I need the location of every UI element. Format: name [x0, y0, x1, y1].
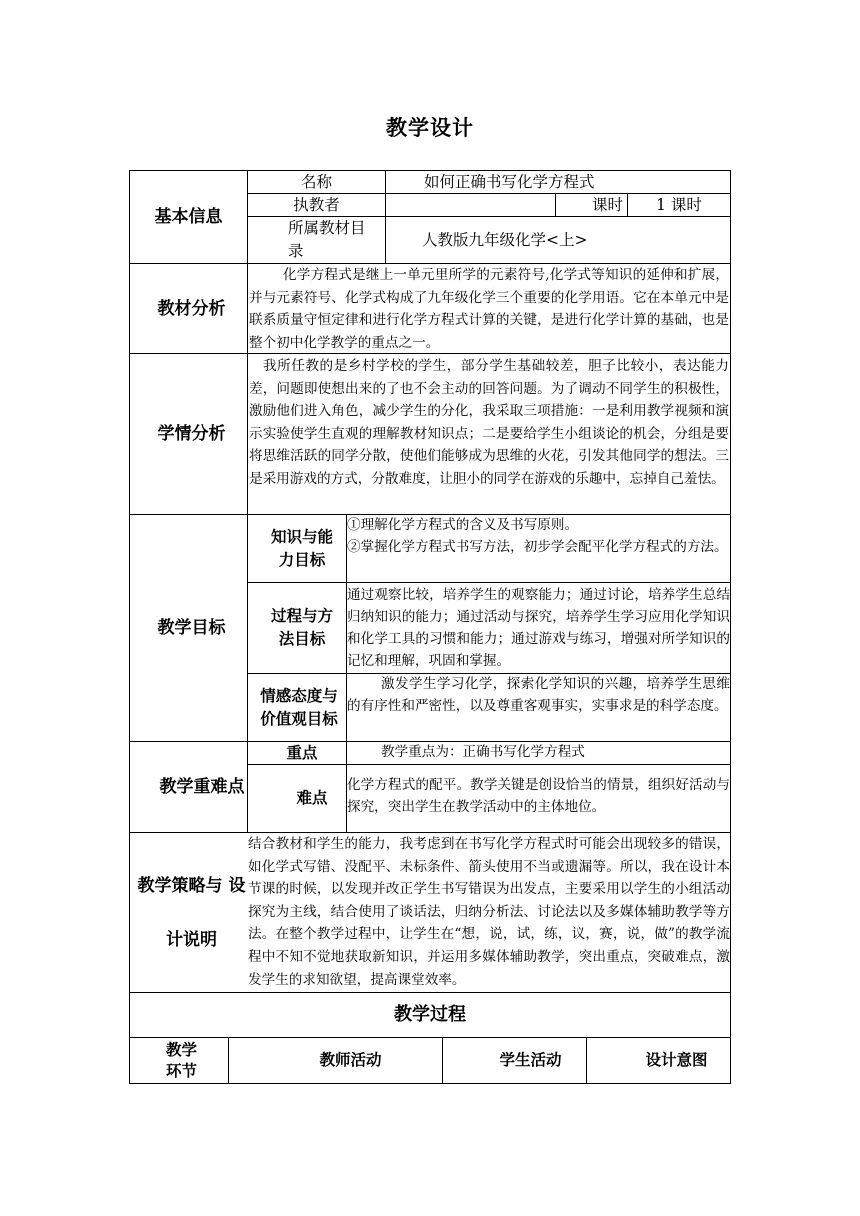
name-value: 如何正确书写化学方程式: [424, 173, 595, 191]
key-points-label: 教学重难点: [159, 777, 245, 797]
table-border-bottom: [129, 1083, 731, 1084]
teacher-value: [386, 194, 555, 216]
student-analysis-text: 我所任教的是乡村学校的学生，部分学生基础较差，胆子比较小，表达能力差，问题即使想出来的了也不会主动的回答问题。为了调动不同学生的积极性，激励他们进入角色，减少学生的分化，我采取三项措施：一是利用教学视频和演示实验使学生直观的理解教材知识点；二是要给学生小组谈论的机会，分组是要将思维活跃的同学分散，使他们能够成为思维的火花，引发其他同学的想法。三是采用游戏的方式，分散难度，让胆小的同学在游戏的乐趣中，忘掉自己羞怯。: [249, 358, 729, 487]
period-label: 课时: [591, 196, 623, 214]
col-header-teacher: 教师活动: [319, 1051, 382, 1069]
textbook-analysis-label: 教材分析: [157, 298, 226, 319]
objectives-label: 教学目标: [157, 618, 226, 638]
basic-info-label: 基本信息: [154, 207, 223, 227]
table-border-right: [730, 170, 731, 1084]
strategy-text: 结合教材和学生的能力，我考虑到在书写化学方程式时可能会出现较多的错误，如化学式写错、没配平、未标条件、箭头使用不当或遗漏等。所以，我在设计本节课的时候，以发现并改正学生书写错误为出发点，主要采用以学生的小组活动探究为主线，结合使用了谈话法，归纳分析法、讨论法以及多媒体辅助教学等方法。在整个教学过程中，让学生在“想，说，试，练，议，赛，说，做”的教学流程中不知不觉地获取新知识，并运用多媒体辅助教学，突出重点，突破难点，激发学生的求知欲望，提高课堂效率。: [248, 836, 730, 988]
key-point-label: 重点: [286, 743, 318, 762]
knowledge-objective-item-2: ②掌握化学方程式书写方法，初步学会配平化学方程式的方法。: [347, 539, 728, 555]
textbook-value: 人教版九年级化学<上>: [422, 231, 588, 249]
document-title: 教学设计: [386, 116, 474, 140]
difficult-point-label: 难点: [296, 789, 328, 807]
knowledge-objective-label: 知识与能力目标: [270, 527, 333, 569]
textbook-label: 所属教材目录: [288, 219, 366, 260]
name-label: 名称: [300, 173, 332, 191]
emotion-objective-text: 激发学生学习化学，探索化学知识的兴趣，培养学生思维的有序性和严密性，以及尊重客观事实，实事求是的科学态度。: [347, 676, 730, 714]
strategy-label: 教学策略与 设计说明: [137, 875, 246, 950]
knowledge-objective-item-1: ①理解化学方程式的含义及书写原则。: [347, 517, 579, 533]
period-value: 1 课时: [656, 196, 702, 214]
process-objective-label: 过程与方法目标: [270, 607, 333, 648]
key-point-text: 教学重点为：正确书写化学方程式: [381, 744, 585, 760]
emotion-objective-label: 情感态度与价值观目标: [260, 686, 338, 728]
col-header-intent: 设计意图: [645, 1051, 708, 1069]
teacher-label: 执教者: [293, 196, 340, 214]
col-header-stage: 教学环节: [166, 1040, 198, 1080]
student-analysis-label: 学情分析: [157, 424, 226, 444]
col-header-student: 学生活动: [499, 1051, 562, 1069]
process-objective-text: 通过观察比较，培养学生的观察能力；通过讨论，培养学生总结归纳知识的能力；通过活动与探究，培养学生学习应用化学知识和化学工具的习惯和能力；通过游戏与练习，增强对所学知识的记忆和理解，巩固和掌握。: [347, 587, 730, 669]
difficult-point-text: 化学方程式的配平。教学关键是创设恰当的情景，组织好活动与探究，突出学生在教学活动中的主体地位。: [347, 777, 730, 815]
textbook-analysis-text: 化学方程式是继上一单元里所学的元素符号,化学式等知识的延伸和扩展，并与元素符号、化学式构成了九年级化学三个重要的化学用语。它在本单元中是联系质量守恒定律和进行化学方程式计算的关键，是进行化学计算的基础，也是整个初中化学教学的重点之一。: [249, 267, 729, 351]
process-title: 教学过程: [394, 1004, 466, 1025]
